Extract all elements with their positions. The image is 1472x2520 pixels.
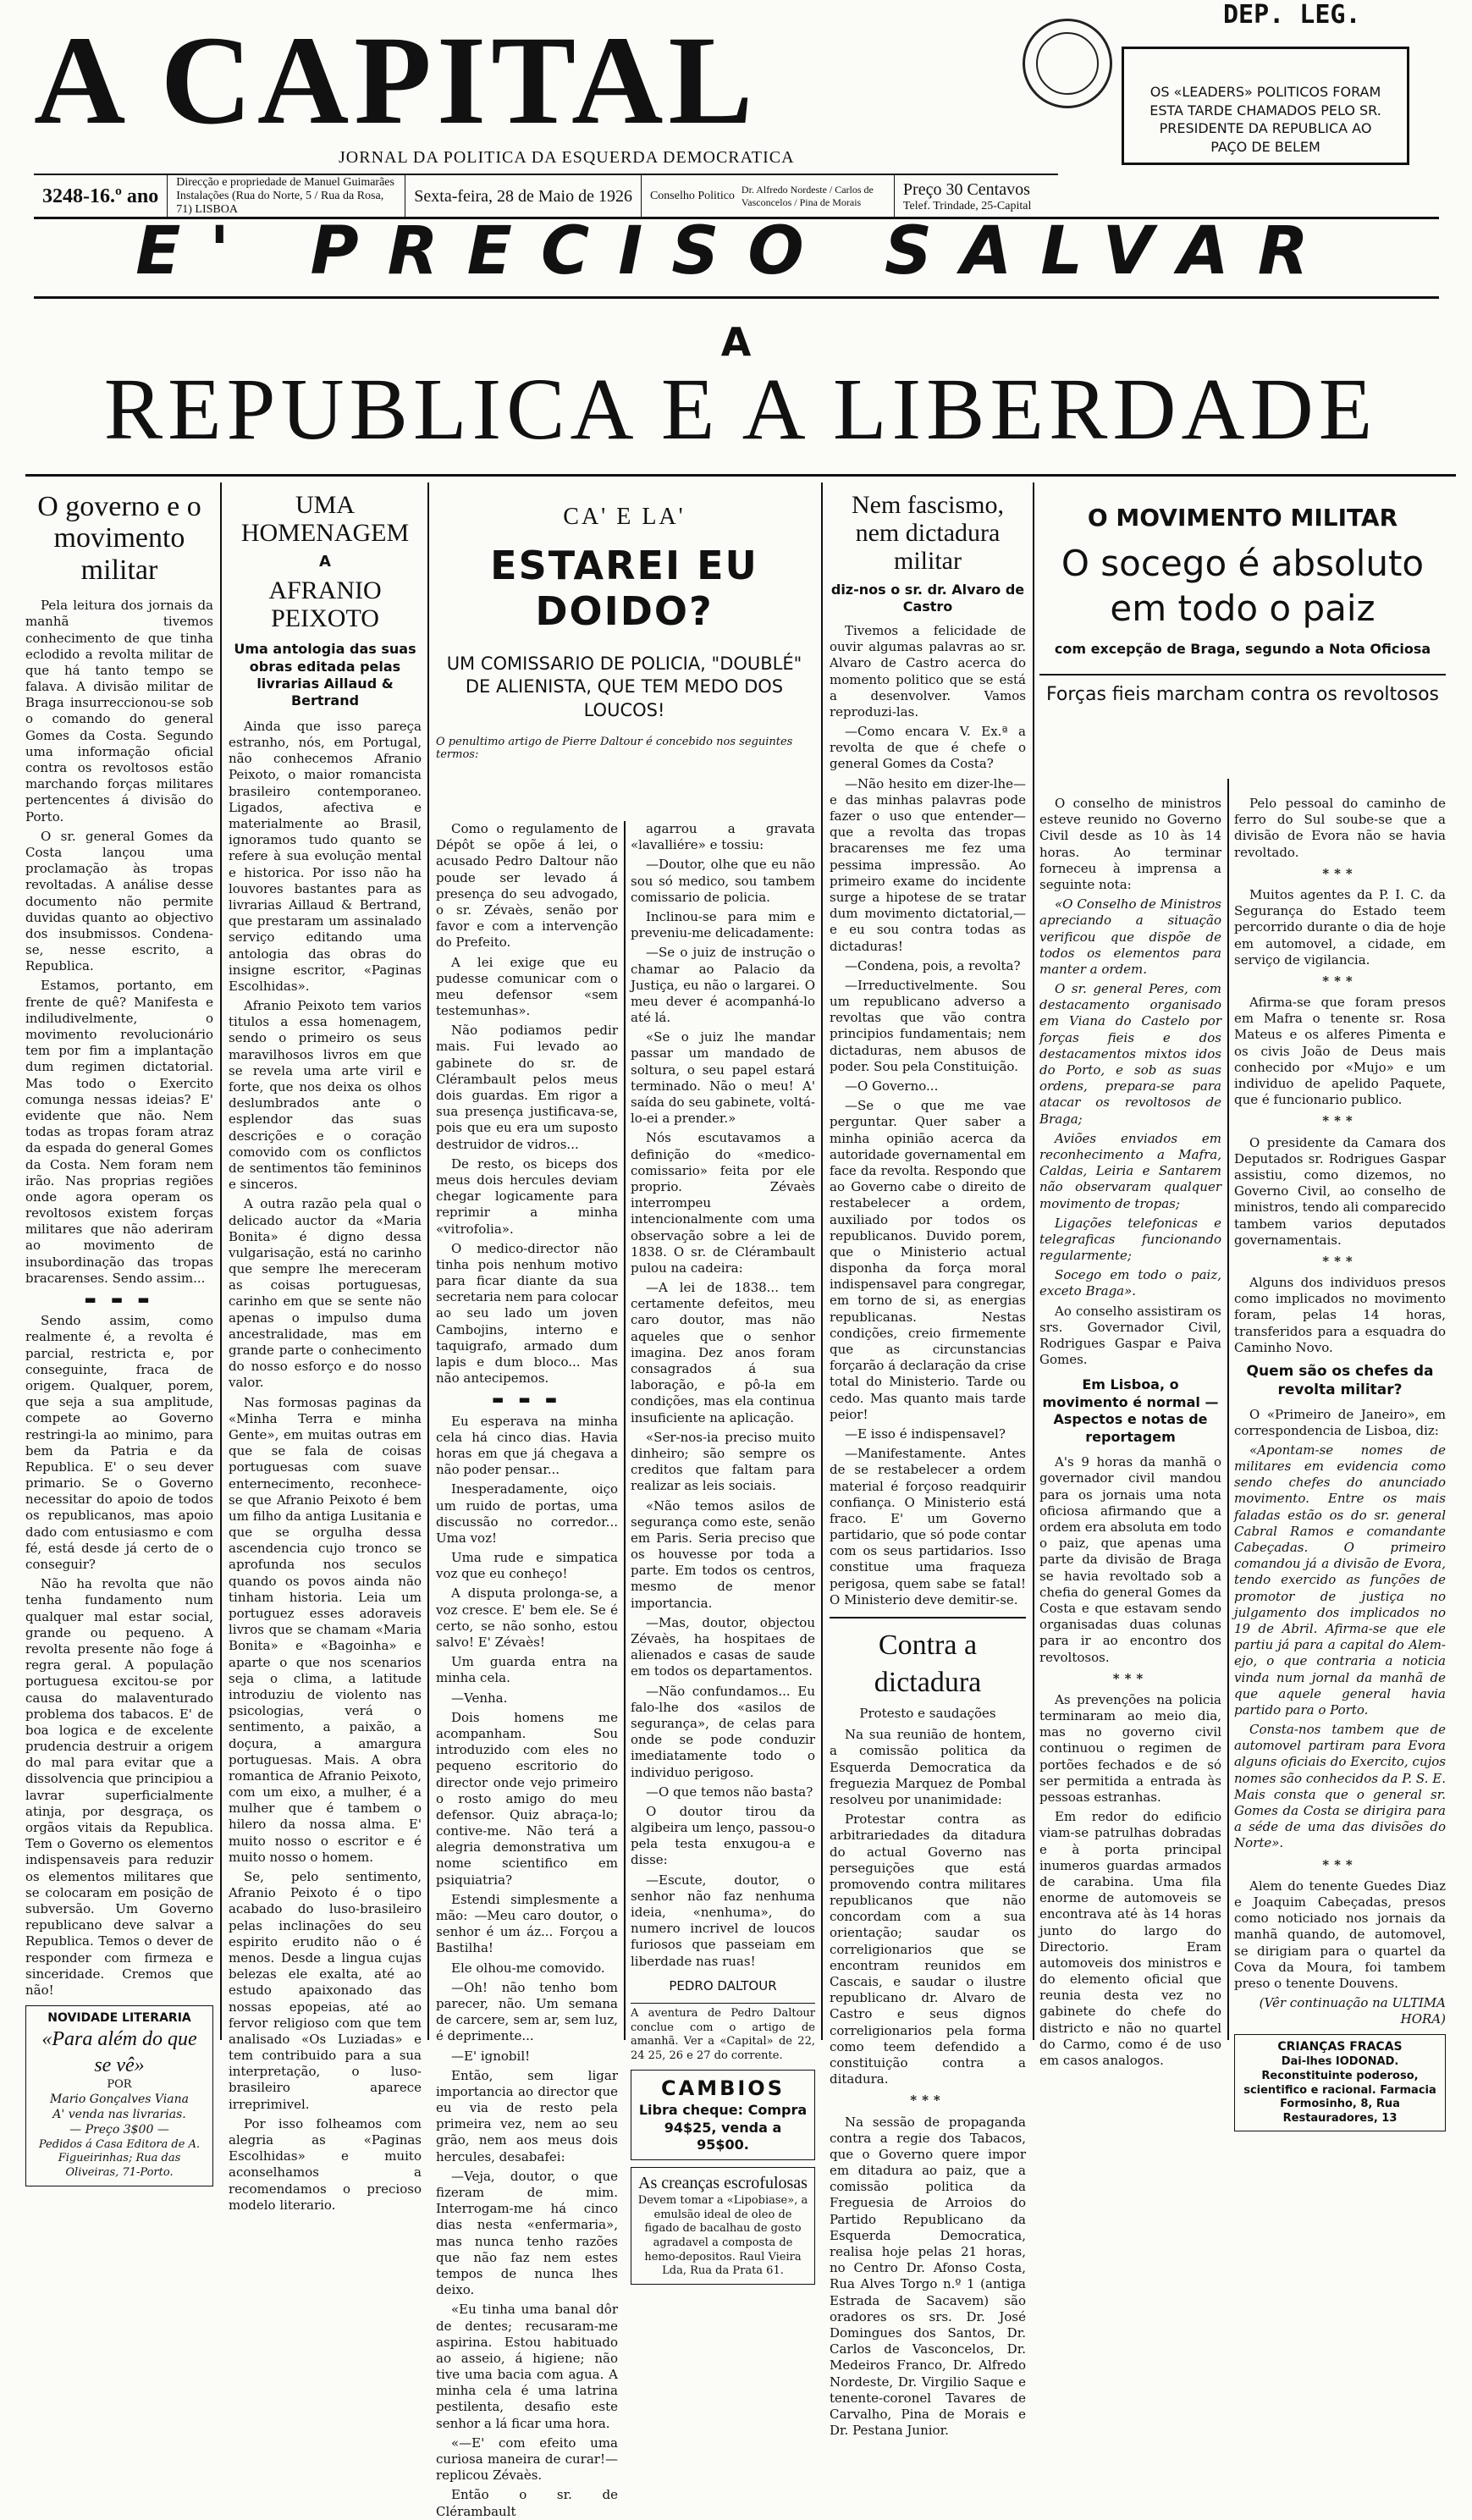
article-paragraph: —Condena, pois, a revolta?: [845, 957, 1021, 973]
article-paragraph: Protestar contra as arbitrariedades da ditadura do actual Governo nas perseguições que está promovendo contra militares republicanos que não concordam com a sua orientação; saudar os correligionarios que se encontram reunidos em Cascais, e saudar o ilustre republicano dr. Alvaro de Castro e seus dignos correligionarios pela forma como teem defendido a constituição contra a ditadura.: [830, 1811, 1026, 2087]
article-paragraph: Ele olhou-me comovido.: [451, 1960, 605, 1976]
article-paragraph: Socego em todo o paiz, exceto Braga».: [1039, 1267, 1221, 1299]
ad-by: POR: [107, 2078, 132, 2092]
separator: ***: [1322, 865, 1358, 881]
article-paragraph: —Venha.: [451, 1690, 508, 1706]
iodonad-ad: [1234, 2034, 1446, 2131]
article-paragraph: Não ha revolta que não tenha fundamento num qualquer mal estar social, grande ou pequeno. A revolta presente não foge á regra geral. A população portuguesa excitou-se por causa do malaventurado problema dos tabacos. E' de boa logica e de excelente prudencia destruir a origem do mal para evitar que a dissolvencia que principiou a lavrar superficialmente atinja, por desgraça, os orgãos vitais da Republica. Tem o Governo os elementos indispensaveis para reduzir os elementos militares que se colocaram em posição de subversão. Um Governo republicano deve salvar a Republica. Temos o dever de responder com firmeza e sinceridade. Cremos que não!: [25, 1576, 213, 1998]
article-paragraph: Dois homens me acompanham. Sou introduzido com eles no pequeno escritorio do director onde vejo primeiro o rosto amigo do meu defensor. Quiz abraça-lo; contive-me. Não terá a alegria demonstrativa um nome scientifico em psiquiatria?: [436, 1709, 618, 1888]
article-paragraph: —Se o juiz de instrução o chamar ao Palacio da Justiça, eu não o largarei. O meu dever é acompanhá-lo até lá.: [631, 945, 815, 1026]
article-paragraph: «Ser-nos-ia preciso muito dinheiro; são sempre os creditos que faltam para realizar as leis sociais.: [631, 1429, 815, 1494]
separator: ***: [910, 2093, 945, 2109]
column-divider: [821, 482, 823, 2040]
separator: ▬ ▬ ▬: [84, 1292, 155, 1308]
article-paragraph: Uma rude e simpatica voz que eu conheço!: [436, 1550, 618, 1582]
article-paragraph: Afranio Peixoto tem varios titulos a essa homenagem, sendo o primeiro os seus maravilhosos livros em que se revela uma arte viril e forte, que nos deixa os olhos deslumbrados ante o esplendor das suas descrições e o coração comovido com os conflictos de sentimentos tão femininos e sinceros.: [229, 998, 422, 1193]
column-divider: [624, 821, 626, 2040]
exchange-title: CAMBIOS: [661, 2076, 785, 2101]
article-movimento-col-a: [1039, 796, 1221, 2068]
article-paragraph: Inclinou-se para mim e preveniu-me delicadamente:: [631, 908, 815, 941]
article-paragraph: Consta-nos tambem que de automovel partiram para Evora alguns oficiais do Exercito, cujos nomes são conhecidos da P. S. E. Mais consta que o general sr. Gomes da Costa se dirigira para a séde de uma das divisões do Norte».: [1234, 1722, 1446, 1851]
article-kicker: O MOVIMENTO MILITAR: [1087, 504, 1398, 532]
article-paragraph: Afirma-se que foram presos em Mafra o tenente sr. Rosa Mateus e os alferes Pimenta e os civis João de Deus mais conhecido por «Mujo» e um individuo de apelido Paquete, que é funcionario publico.: [1234, 995, 1446, 1108]
article-paragraph: —Não confundamos... Eu falo-lhe dos «asilos de segurança», de celas para onde se pode conduzir imediatamente todo o individuo perigoso.: [631, 1683, 815, 1780]
legal-deposit-stamp: DEP. LEG.: [1223, 0, 1361, 30]
article-paragraph: Ligações telefonicas e telegraficas funcionando regularmente;: [1039, 1215, 1221, 1264]
article-paragraph: Pelo pessoal do caminho de ferro do Sul soube-se que a divisão de Evora não se havia revoltado.: [1234, 796, 1446, 860]
separator: ***: [1322, 1113, 1358, 1129]
article-paragraph: —Manifestamente. Antes de se restabelecer a ordem material é forçoso readquirir confiança. O Ministerio está fraco. E' um Governo partidario, que só pode contar com os seus partidarios. Isso constitue uma fraqueza perigosa, quem sabe se fatal! O Ministerio deve demitir-se.: [830, 1446, 1026, 1607]
article-paragraph: —E' ignobil!: [451, 2048, 531, 2064]
article-paragraph: A outra razão pela qual o delicado auctor da «Maria Bonita» é digno dessa vulgarisação, está no carinho que sempre lhe mereceram as coisas portuguesas, carinho em que se sente não apenas o impulso duma ancestralidade, mas em grande parte o conhecimento do nosso esforço e do nosso valor.: [229, 1196, 422, 1391]
article-estarei-col-b: [631, 821, 815, 2278]
section-rule: [830, 1617, 1026, 1618]
library-seal-icon: [1023, 19, 1112, 108]
political-council: [642, 175, 895, 218]
article-paragraph: A lei exige que eu pudesse comunicar com o meu defensor «sem testemunhas».: [436, 954, 618, 1019]
article-title: UMA HOMENAGEM: [240, 491, 410, 547]
issue-phone: Telef. Trindade, 25-Capital: [902, 199, 1032, 212]
ad-text: Devem tomar a «Lipobiase», a emulsão ideal de oleo de figado de bacalhau de gosto agradavel a composta de hemo-depositos. Raul Vieira Lda, Rua da Prata 61.: [637, 2194, 808, 2278]
article-paragraph: Como o regulamento de Dépôt se opõe á lei, o acusado Pedro Daltour não poude ser levado á presença do seu advogado, o sr. Zévaès, senão por favor e com a intervenção do Prefeito.: [436, 821, 618, 951]
article-paragraph: Sendo assim, como realmente é, a revolta é parcial, restricta e, por conseguinte, fraca de origem. Qualquer, porem, que seja a sua amplitude, compete ao Governo restringi-la ao minimo, para bem da Patria e da Republica. E' o seu dever primario. Se o Governo necessitar do apoio de todos os republicanos, mas apoio dado com entusiasmo e com fé, está desde já certo de o conseguir?: [25, 1313, 213, 1573]
headline-line1: E' PRECISO SALVAR: [135, 213, 1337, 289]
publisher-offices: Instalações (Rua do Norte, 5 / Rua da Rosa, 71) LISBOA: [176, 190, 384, 216]
column-divider: [220, 482, 222, 2040]
headline-line2: A: [720, 319, 752, 365]
article-paragraph: Eu esperava na minha cela há cinco dias. Havia horas em que já chegava a não poder pensar...: [436, 1413, 618, 1478]
article-title: Quem são os chefes da revolta militar?: [1246, 1363, 1434, 1398]
article-paragraph: «Se o juiz lhe mandar passar um mandado de soltura, o seu papel estará terminado. Não o meu! A' saída do seu gabinete, voltá-lo-ei a prender.»: [631, 1029, 815, 1127]
article-paragraph: As prevenções na policia terminaram ao meio dia, mas no governo civil continuou o regimen de portões fechados e de só ser permitida a entrada às pessoas estranhas.: [1039, 1691, 1221, 1805]
article-paragraph: O sr. general Gomes da Costa lançou uma proclamação às tropas revoltadas. A análise desse documento não permite duvidas quanto ao objectivo dos insubmissos. Condena-se, nesse escrito, a Republica.: [25, 828, 213, 974]
article-paragraph: —E isso é indispensavel?: [845, 1425, 1006, 1442]
ad-sale: A' venda nas livrarias.: [52, 2107, 186, 2121]
article-title: Contra a dictadura: [874, 1629, 982, 1698]
article-paragraph: —Escute, doutor, o senhor não faz nenhuma ideia, «nenhuma», do numero incrivel de loucos furiosos que passeiam em liberdade nas ruas!: [631, 1872, 815, 1969]
article-title: Em Lisboa, o movimento é normal — Aspectos e notas de reportagem: [1042, 1376, 1219, 1445]
leaders-notice-text: OS «LEADERS» POLITICOS FORAM ESTA TARDE CHAMADOS PELO SR. PRESIDENTE DA REPUBLICA AO PAÇO DE BELEM: [1149, 84, 1381, 155]
column-divider: [427, 482, 429, 2040]
exchange-rates-box: [631, 2070, 815, 2159]
article-intro: O penultimo artigo de Pierre Daltour é concebido nos seguintes termos:: [436, 735, 793, 761]
article-paragraph: Alem do tenente Guedes Diaz e Joaquim Cabeçadas, presos como noticiado nos jornais da manhã quando, de automovel, se dirigiam para o quartel da Cova da Moura, foi tambem preso o tenente Douvens.: [1234, 1878, 1446, 1991]
article-paragraph: «—E' com efeito uma curiosa maneira de curar!—replicou Zévaès.: [436, 2435, 618, 2484]
separator: ***: [1112, 1670, 1149, 1686]
ad-book-title: «Para além do que se vê»: [41, 2028, 197, 2076]
article-deck: UM COMISSARIO DE POLICIA, "DOUBLÉ" DE ALIENISTA, QUE TEM MEDO DOS LOUCOS!: [446, 653, 802, 720]
ad-price: — Preço 3$00 —: [69, 2122, 169, 2137]
article-paragraph: O conselho de ministros esteve reunido no Governo Civil desde as 10 às 14 horas. Ao terminar forneceu à imprensa a seguinte nota:: [1039, 796, 1221, 892]
separator: ***: [1322, 1856, 1358, 1872]
article-paragraph: Inesperadamente, oiço um ruido de portas, uma discussão no corredor... Uma voz!: [436, 1481, 618, 1546]
section-heading: Forças fieis marcham contra os revoltosos: [1039, 674, 1446, 705]
article-paragraph: Nós escutavamos a definição do «medico-comissario» feita por ele proprio. Zévaès interrompeu intencionalmente com uma observação sobre a lei de 1838. O sr. de Clérambault pulou na cadeira:: [631, 1130, 815, 1276]
article-paragraph: Aviões enviados em reconhecimento a Mafra, Caldas, Leiria e Santarem não observaram qualquer movimento de tropas;: [1039, 1130, 1221, 1211]
separator: ▬ ▬ ▬: [492, 1392, 562, 1408]
article-paragraph: Ao conselho assistiram os srs. Governador Civil, Rodrigues Gaspar e Paiva Gomes.: [1039, 1303, 1221, 1368]
ad-title: CRIANÇAS FRACAS: [1277, 2040, 1403, 2054]
article-paragraph: O presidente da Camara dos Deputados sr. Rodrigues Gaspar assistiu, como dizemos, no Governo Civil, ao conselho de ministros, tendo ali comparecido tambem varios deputados governamentais.: [1234, 1134, 1446, 1248]
article-movimento-col-b: [1234, 796, 1446, 2125]
article-paragraph: —Não hesito em dizer-lhe—e das minhas palavras pode fazer o uso que entender—que a revolta das tropas bracarenses me fez uma pessima impressão. Ao primeiro exame do incidente surge a hipotese de se tratar dum movimento dictatorial,—e eu sou contra todas as dictaduras!: [830, 775, 1026, 954]
article-paragraph: A's 9 horas da manhã o governador civil mandou para os jornais uma nota oficiosa afirmando que a ordem era absoluta em todo o paiz, que apenas uma parte da divisão de Braga se havia revoltado sob a chefia do general Gomes da Costa e que estavam sendo organisadas duas colunas para ir ao encontro dos revoltosos.: [1039, 1454, 1221, 1665]
article-paragraph: —Veja, doutor, o que fizeram de mim. Interrogam-me há cinco dias nesta «enfermaria», mas nunca tenho razões que não faz nem estes tempos de nunca lhes deixo.: [436, 2168, 618, 2298]
ad-label: NOVIDADE LITERARIA: [47, 2011, 191, 2026]
exchange-line1: Libra cheque: Compra: [638, 2102, 808, 2119]
separator: ***: [1322, 973, 1358, 989]
lipobiase-ad: [631, 2167, 815, 2285]
article-movimento-header: [1039, 504, 1446, 705]
political-council-label: Conselho Politico: [649, 190, 735, 202]
issue-price: Preço 30 Centavos: [902, 179, 1030, 199]
article-kicker: CA' E LA': [563, 504, 686, 530]
ad-orders: Pedidos á Casa Editora de A. Figueirinhas; Rua das Oliveiras, 71-Porto.: [38, 2137, 201, 2180]
article-paragraph: Muitos agentes da P. I. C. da Segurança do Estado teem percorrido durante o dia de hoje em automovel, a cidade, em serviço de vigilancia.: [1234, 886, 1446, 968]
article-footnote: A aventura de Pedro Daltour conclue com o artigo de amanhã. Ver a «Capital» de 22, 24 25, 26 e 27 do corrente.: [631, 2003, 815, 2064]
article-paragraph: «O Conselho de Ministros apreciando a situação verificou que dispõe de todos os elementos para manter a ordem.: [1039, 896, 1221, 977]
article-paragraph: «Apontam-se nomes de militares em evidencia como sendo chefes do anunciado movimento. Entre os mais faladas estão os do sr. general Cabral Ramos e comandante Cabeçadas. O primeiro comandou já a divisão de Evora, tendo exercido as funções de promotor de justiça no julgamento dos implicados no 19 de Abril. Afirma-se que ele partiu já para a capital do Alem-ejo, o que contraria a noticia vinda num jornal da manhã de que aquele general havia partido para o Porto.: [1234, 1442, 1446, 1718]
article-paragraph: —Oh! não tenho bom parecer, não. Um semana de carcere, sem ar, sem luz, é deprimente...: [436, 1979, 618, 2044]
article-paragraph: Na sessão de propaganda contra a regie dos Tabacos, que o Governo quere impor em ditadura ao paiz, que a comissão politica da Freguesia de Arroios do Partido Republicano da Esquerda Democratica, realisa hoje pelas 21 horas, no Centro Dr. Afonso Costa, Rua Alves Torgo n.º 1 (antiga Estrada de Sacavem) são oradores os srs. Dr. José Domingues dos Santos, Dr. Carlos de Vasconcelos, Dr. Medeiros Franco, Dr. Alfredo Nordeste, Dr. Virgilio Saque e tenente-coronel Tavares de Carvalho, Pina de Morais e Dr. Pestana Junior.: [830, 2114, 1026, 2439]
article-paragraph: Estendi simplesmente a mão: —Meu caro doutor, o senhor é um áz... Forçou a Bastilha!: [436, 1891, 618, 1956]
article-title-a: A: [319, 553, 331, 571]
article-paragraph: —Doutor, olhe que eu não sou só medico, sou tambem comissario de policia.: [631, 857, 815, 905]
article-subtitle: diz-nos o sr. dr. Alvaro de Castro: [830, 582, 1025, 615]
article-paragraph: O sr. general Peres, com destacamento organisado em Viana do Castelo por forças fieis e dos destacamentos mixtos idos do Porto, e sob as suas ordens, prepara-se para atacar os revoltosos de Braga;: [1039, 981, 1221, 1127]
article-paragraph: —A lei de 1838... tem certamente defeitos, meu caro doutor, mas não aqueles que o senhor imagina. Dez anos foram consagrados á sua laboração, e pô-la em condições, mas ela continua insuficiente na aplicação.: [631, 1280, 815, 1425]
ad-text: Dai-lhes IODONAD. Reconstituinte poderoso, scientifico e racional. Farmacia Formosinho, 8, Rua Restauradores, 13: [1243, 2055, 1436, 2125]
article-afranio-peixoto: [229, 491, 422, 2213]
article-paragraph: Nas formosas paginas da «Minha Terra e minha Gente», em muitas outras em que se fala de coisas portuguesas com suave enternecimento, reconhece-se que Afranio Peixoto é bem um filho da antiga Lusitania e que se orgulha dessa ascendencia cujo tronco se aprofunda nos seculos quando os povos ainda não tinham historia. Leia um portuguez esses adoraveis livros que se chamam «Maria Bonita» e «Bagoinha» e aparte o que nos scenarios seja o clima, a latitude introduziu de violento nas psicologias, verá o sentimento, a paixão, a doçura, a amargura portuguesas. Mais. A obra romantica de Afranio Peixoto, com um eixo, a mulher, é a mulher que é tambem o hilero da nossa alma. E' muito nosso o escritor e é muito nosso o homem.: [229, 1394, 422, 1865]
article-paragraph: Por isso folheamos com alegria as «Paginas Escolhidas» e muito aconselhamos a recomendamos o precioso modelo literario.: [229, 2115, 422, 2213]
article-paragraph: —Se o que me vae perguntar. Quer saber a minha opinião acerca da autoridade governamental em face da revolta. Respondo que ao Governo cabe o direito de restabelecer a ordem, auxiliado por todos os republicanos. Duvido porem, que o Ministerio actual disponha da força moral indispensavel para congregar, em torno de si, as energias republicanas. Nestas condições, creio firmemente que as circunstancias forçarão á declaração da crise total do Ministerio. Tarde ou cedo. Mas quanto mais tarde peior!: [830, 1098, 1026, 1422]
article-estarei-col-a: [436, 821, 618, 2519]
headline-bottom-rule: [25, 474, 1456, 477]
leaders-notice-box: [1122, 47, 1409, 165]
article-paragraph: Ainda que isso pareça estranho, nós, em Portugal, não conhecemos Afranio Peixoto, o maior romancista brasileiro contemporaneo. Ligados, afectiva e materialmente ao Brasil, ignoramos tudo quanto se refere à sua evolução mental e historica. Por isso não ha louvores bastantes para as livrarias Aillaud & Bertrand, que prestaram um assinalado serviço editando uma antologia das obras do insigne escritor, «Paginas Escolhidas».: [229, 718, 422, 994]
separator: ***: [1322, 1253, 1358, 1269]
article-paragraph: —Como encara V. Ex.ª a revolta de que é chefe o general Gomes da Costa?: [830, 724, 1026, 772]
masthead-title: A CAPITAL: [34, 10, 758, 151]
article-paragraph: Tivemos a felicidade de ouvir algumas palavras ao sr. Alvaro de Castro acerca do momento politico que se está a desenvolver. Vamos reproduzi-las.: [830, 622, 1026, 720]
article-paragraph: —Mas, doutor, objectou Zévaès, ha hospitaes de alienados e casas de saude em todos os departamentos.: [631, 1614, 815, 1679]
ad-author: Mario Gonçalves Viana: [50, 2093, 189, 2107]
article-paragraph: Não podiamos pedir mais. Fui levado ao gabinete do sr. de Clérambault pelos meus dois guardas. Em rigor a sua presença justificava-se, pois que eu era um suposto destruidor de vidros...: [436, 1023, 618, 1152]
article-governo-movimento: [25, 491, 213, 2180]
article-nem-fascismo: [830, 491, 1026, 2439]
article-paragraph: Pela leitura dos jornais da manhã tivemos conhecimento de que tinha eclodido a revolta militar de que há tanto tempo se falava. A divisão militar de Braga insurreccionou-se sob o comando do general Gomes da Costa. Segundo uma informação oficial contra os revoltosos estão marchando forças militares pertencentes á divisão do Porto.: [25, 598, 213, 824]
article-paragraph: Então o sr. de Clérambault: [436, 2487, 618, 2519]
column-divider: [1033, 482, 1034, 2040]
political-council-members: Dr. Alfredo Nordeste / Carlos de Vasconcelos / Pina de Morais: [741, 184, 874, 208]
article-paragraph: «Eu tinha uma banal dôr de dentes; recusaram-me aspirina. Estou habituado ao asseio, á higiene; não tive uma bacia com agua. A minha cela é uma latrina pestilenta, desafio este senhor a lá ficar uma hora.: [436, 2302, 618, 2431]
masthead-subtitle: JORNAL DA POLITICA DA ESQUERDA DEMOCRATICA: [339, 148, 795, 167]
article-title: ESTAREI EU DOIDO?: [490, 543, 758, 634]
price-block: [895, 175, 1039, 218]
publisher-block: [168, 175, 405, 218]
article-paragraph: «Não temos asilos de segurança como este, senão em Paris. Seria preciso que os houvesse por toda a parte. Em todos os centros, mesmo de menor importancia.: [631, 1497, 815, 1611]
article-paragraph: Na sua reunião de hontem, a comissão politica da Esquerda Democratica da freguezia Marquez de Pombal resolveu por unanimidade:: [830, 1727, 1026, 1807]
article-paragraph: Em redor do edificio viam-se patrulhas dobradas e à porta principal inumeros guardas armados de carabina. Uma fila enorme de automoveis se encontrava até às 14 horas junto do largo do Directorio. Eram automoveis dos ministros e do elemento oficial que reunia desta vez no gabinete do chefe do districto e não no quartel do Carmo, como é de uso em casos analogos.: [1039, 1809, 1221, 2068]
continuation-note: (Vêr continuação na ULTIMA HORA): [1259, 1995, 1446, 2027]
article-paragraph: De resto, os biceps dos meus dois hercules deviam chegar logicamente para reprimir a minha «vitrofolia».: [436, 1155, 618, 1237]
literary-ad: [25, 2005, 213, 2186]
article-paragraph: O doutor tirou da algibeira um lenço, passou-o pela testa enxugou-a e disse:: [631, 1803, 815, 1868]
article-paragraph: Então, sem ligar importancia ao director que eu via de resto pela primeira vez, nem ao seu grão, nem aos meus dois hercules, desabafei:: [436, 2067, 618, 2164]
issue-info-bar: [34, 174, 1058, 219]
article-paragraph: —Irreductivelmente. Sou um republicano adverso a revoltas que vão contra principios fundamentais; nem dictaduras, nem abusos de poder. Sou pela Constituição.: [830, 977, 1026, 1074]
article-estarei-header: [436, 504, 813, 761]
article-paragraph: A disputa prolonga-se, a voz cresce. E' bem ele. Se é certo, se não sonho, estou salvo! E' Zévaès!: [436, 1585, 618, 1650]
article-subtitle: Uma antologia das suas obras editada pelas livrarias Aillaud & Bertrand: [234, 641, 416, 709]
banner-rule-bottom: [34, 296, 1439, 299]
exchange-line2: 94$25, venda a 95$00.: [664, 2119, 782, 2153]
issue-date: Sexta-feira, 28 de Maio de 1926: [405, 175, 642, 218]
article-title: O socego é absoluto em todo o paiz: [1061, 543, 1425, 629]
article-paragraph: —O Governo...: [845, 1078, 939, 1094]
article-subtitle: Protesto e saudações: [859, 1706, 996, 1722]
article-paragraph: Um guarda entra na minha cela.: [436, 1654, 618, 1686]
article-paragraph: O medico-director não tinha pois nenhum motivo para ficar diante da sua secretaria nem para colocar ao seu lado um joven Cambojins, interno e taquigrafo, armado dum lapis e dum bloco... Mas não antecipemos.: [436, 1240, 618, 1387]
issue-number: 3248-16.º ano: [34, 175, 168, 218]
article-paragraph: Alguns dos individuos presos como implicados no movimento foram, pelas 14 horas, transferidos para a esquadra do Caminho Novo.: [1234, 1275, 1446, 1355]
article-subtitle: com excepção de Braga, segundo a Nota Oficiosa: [1054, 641, 1431, 657]
headline-line3: REPUBLICA E A LIBERDADE: [103, 361, 1378, 458]
article-paragraph: Estamos, portanto, em frente de quê? Manifesta e indiludivelmente, o movimento revolucionário tem por fim a implantação dum regimen dictatorial. Mas todo o Exercito comunga nessas ideias? E' evidente que não. Nem todas as tropas foram atraz da espada do general Gomes da Costa. Nem foram nem irão. Nas proprias regiões onde agora operam os revoltosos existem forças militares que não aderiram ao movimento de insubordinação das tropas bracarenses. Sendo assim...: [25, 978, 213, 1286]
article-paragraph: O «Primeiro de Janeiro», em correspondencia de Lisboa, diz:: [1234, 1406, 1446, 1438]
article-paragraph: —O que temos não basta?: [646, 1784, 813, 1800]
column-divider: [1227, 779, 1229, 2040]
article-paragraph: agarrou a gravata «lavalliére» e tossiu:: [631, 821, 815, 853]
article-signature: PEDRO DALTOUR: [669, 1977, 777, 1993]
article-title: Nem fascismo, nem dictadura militar: [852, 491, 1004, 575]
article-title-name: AFRANIO PEIXOTO: [268, 576, 382, 633]
publisher-direction: Direcção e propriedade de Manuel Guimarães: [176, 176, 394, 189]
ad-title: As creanças escrofulosas: [638, 2173, 808, 2192]
article-paragraph: Se, pelo sentimento, Afranio Peixoto é o tipo acabado do luso-brasileiro pelas inclinações do seu espirito erudito não o é menos. Desde a lingua cujas belezas ele exalta, até ao estudo apaixonado das nossas epopeias, até ao fervor religioso com que tem analisado «Os Luziadas» e tem contribuido para a sua interpretação, o luso-brasileiro aparece irreprimivel.: [229, 1869, 422, 2112]
article-title: O governo e o movimento militar: [37, 491, 201, 586]
